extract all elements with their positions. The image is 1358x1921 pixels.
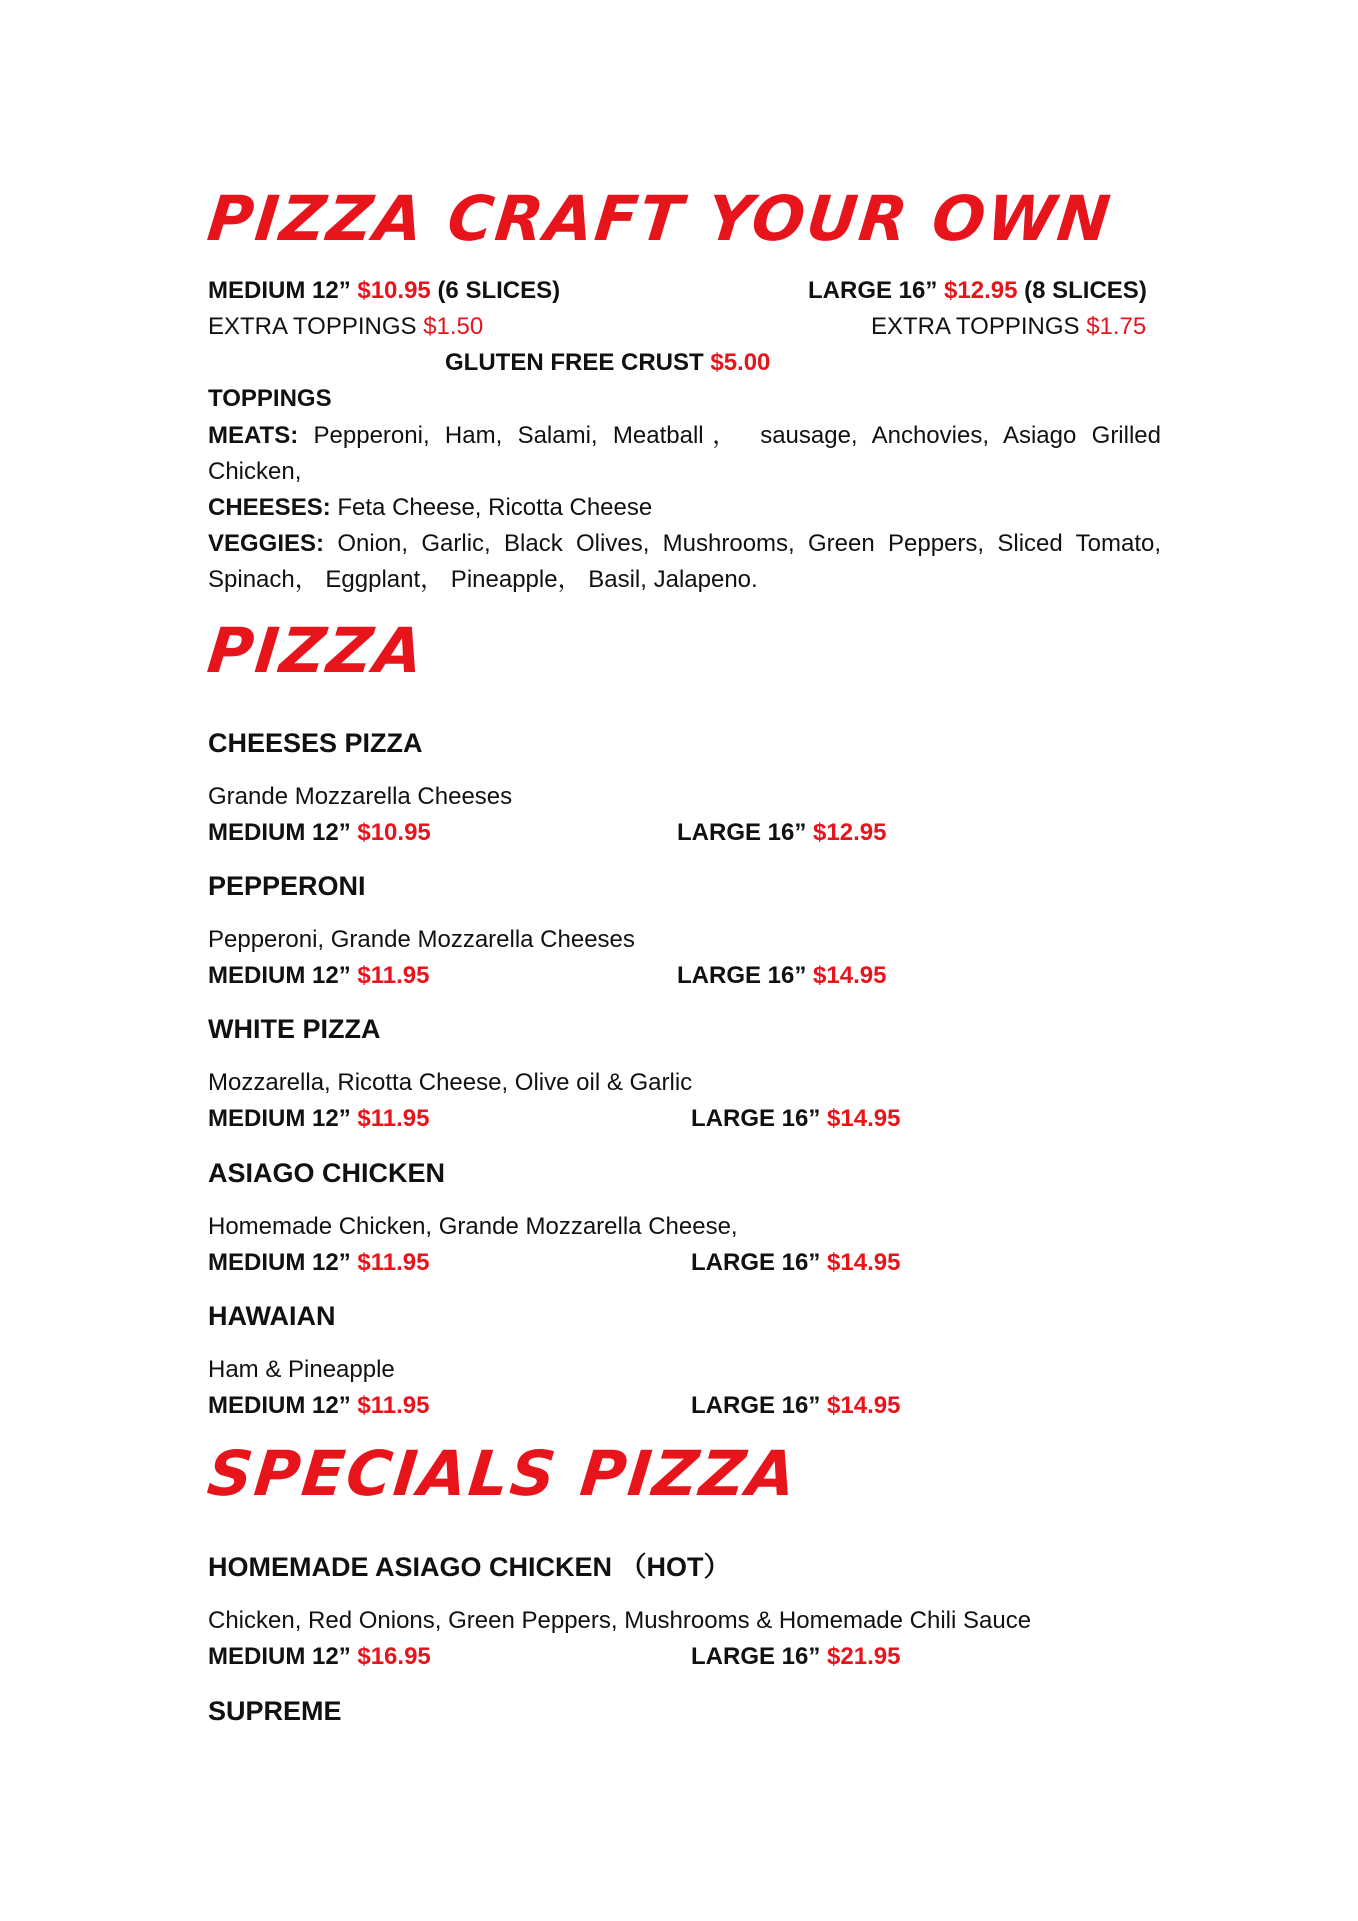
pizza-item-desc: Homemade Chicken, Grande Mozzarella Cheese, [208,1213,738,1240]
craft-large-price: $12.95 [944,277,1018,304]
pizza-item-name: PEPPERONI [208,871,366,901]
craft-large-label: LARGE 16” [808,277,938,304]
cheeses-label: CHEESES: [208,494,331,521]
pizza-item-desc: Grande Mozzarella Cheeses [208,783,513,810]
pizza-item-name: CHEESES PIZZA [208,728,423,758]
medium-price: $10.95 [357,819,431,846]
pizza-item-medium [208,1391,429,1421]
pizza-section-title: PIZZA [204,614,429,687]
pizza-item-large [691,1391,900,1421]
large-label: LARGE 16” [677,819,807,846]
pizza-item-medium [208,961,429,991]
craft-extra-medium-label: EXTRA TOPPINGS [208,313,417,340]
medium-label: MEDIUM 12” [208,1392,351,1419]
pizza-item-desc: Mozzarella, Ricotta Cheese, Olive oil & Garlic [208,1069,693,1096]
large-label: LARGE 16” [677,962,807,989]
pizza-item-desc: Pepperoni, Grande Mozzarella Cheeses [208,926,635,953]
craft-extra-medium-line [208,312,483,342]
specials-item-large [691,1642,900,1672]
pizza-item-large [691,1248,900,1278]
veggies-block [208,526,1161,598]
specials-item-desc: Chicken, Red Onions, Green Peppers, Mushrooms & Homemade Chili Sauce [208,1607,1032,1634]
gluten-free-label: GLUTEN FREE CRUST [445,349,704,376]
craft-extra-medium-price: $1.50 [423,313,484,340]
gluten-free-price: $5.00 [710,349,771,376]
veggies-label: VEGGIES: [208,530,325,557]
large-price: $12.95 [813,819,887,846]
large-price: $14.95 [813,962,887,989]
large-price: $14.95 [827,1105,901,1132]
large-label: LARGE 16” [691,1392,821,1419]
medium-label: MEDIUM 12” [208,1643,351,1670]
pizza-item-name: WHITE PIZZA [208,1014,381,1044]
toppings-heading: TOPPINGS [208,385,332,412]
large-label: LARGE 16” [691,1643,821,1670]
craft-extra-large-line [871,312,1146,342]
medium-price: $11.95 [357,1392,430,1419]
craft-medium-label: MEDIUM 12” [208,277,351,304]
medium-price: $11.95 [357,1105,430,1132]
pizza-item-name: HAWAIAN [208,1301,336,1331]
specials-section-title: SPECIALS PIZZA [204,1437,802,1510]
meats-label: MEATS: [208,422,299,449]
veggies-text: Onion, Garlic, Black Olives, Mushrooms, Green Peppers, Sliced Tomato, Spinach， Eggplant， Pineapple， Basil, Jalapeno. [208,530,1161,593]
gluten-free-line [445,348,770,378]
medium-label: MEDIUM 12” [208,1105,351,1132]
cheeses-block [208,490,1161,526]
medium-price: $16.95 [357,1643,431,1670]
specials-item-medium [208,1642,431,1672]
large-price: $21.95 [827,1643,901,1670]
large-price: $14.95 [827,1392,901,1419]
craft-extra-large-label: EXTRA TOPPINGS [871,313,1080,340]
pizza-item-large [677,818,886,848]
medium-label: MEDIUM 12” [208,1249,351,1276]
pizza-item-medium [208,1104,429,1134]
craft-medium-slices: (6 SLICES) [437,277,561,304]
craft-medium-price: $10.95 [357,277,431,304]
large-label: LARGE 16” [691,1105,821,1132]
large-price: $14.95 [827,1249,901,1276]
medium-label: MEDIUM 12” [208,819,351,846]
meats-text: Pepperoni, Ham, Salami, Meatball， sausage, Anchovies, Asiago Grilled Chicken, [208,422,1162,485]
pizza-item-name: ASIAGO CHICKEN [208,1158,446,1188]
pizza-item-desc: Ham & Pineapple [208,1356,395,1383]
medium-label: MEDIUM 12” [208,962,351,989]
cheeses-text: Feta Cheese, Ricotta Cheese [337,494,653,521]
medium-price: $11.95 [357,1249,430,1276]
craft-large-slices: (8 SLICES) [1024,277,1147,304]
pizza-item-large [691,1104,900,1134]
meats-block [208,418,1161,490]
specials-item-name: HOMEMADE ASIAGO CHICKEN （HOT） [208,1552,731,1582]
pizza-item-medium [208,818,431,848]
pizza-item-medium [208,1248,429,1278]
large-label: LARGE 16” [691,1249,821,1276]
craft-extra-large-price: $1.75 [1086,313,1147,340]
specials-item-name: SUPREME [208,1696,342,1726]
craft-medium-line [208,276,560,306]
pizza-item-large [677,961,886,991]
medium-price: $11.95 [357,962,430,989]
craft-large-line [808,276,1147,306]
craft-section-title: PIZZA CRAFT YOUR OWN [204,182,1116,255]
